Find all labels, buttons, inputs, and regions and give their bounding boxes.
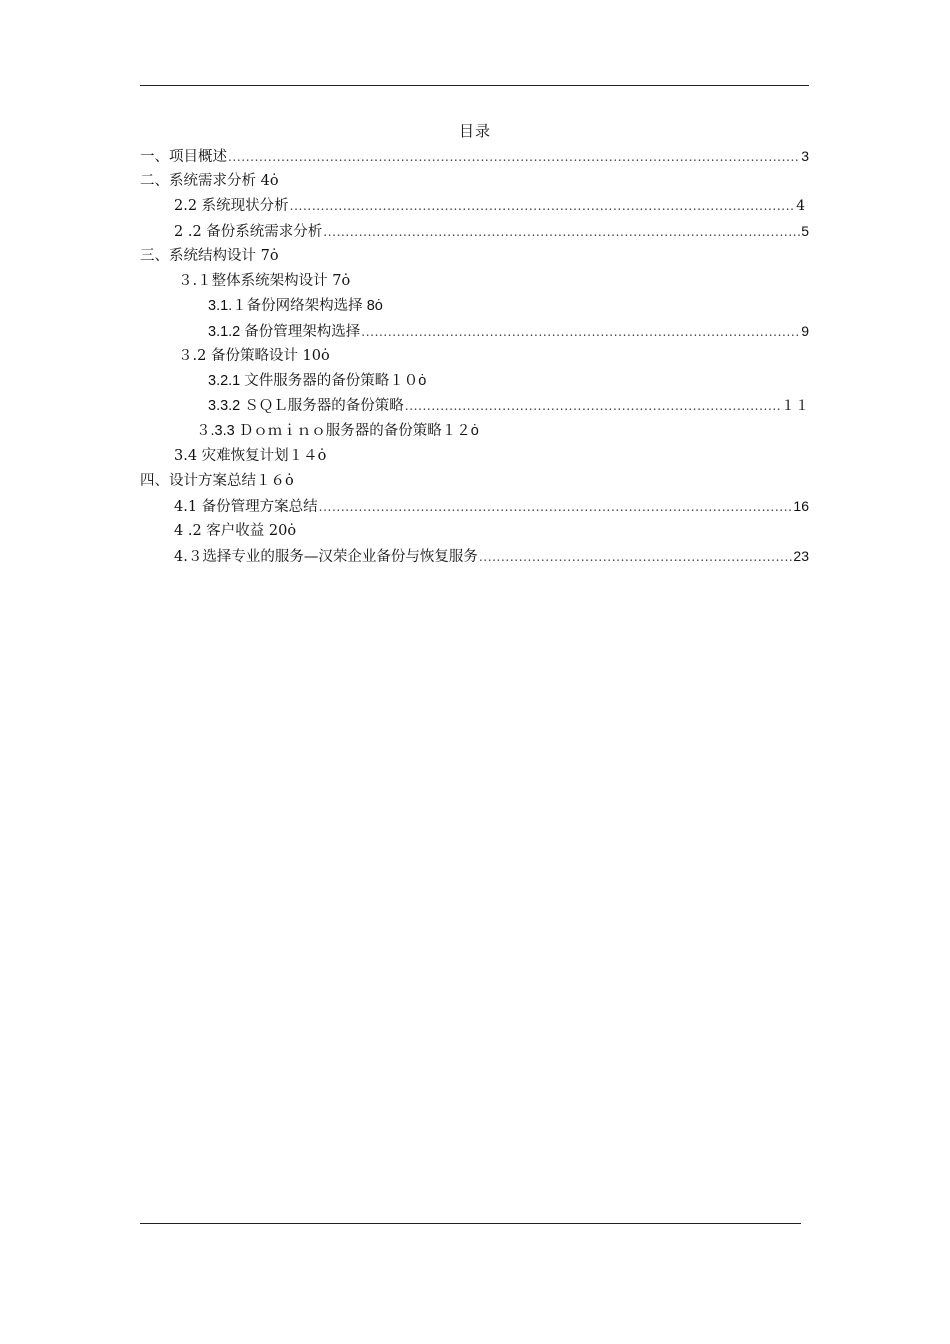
toc-entry-label: 3.4 灾难恢复计划１４ȯ <box>174 448 327 464</box>
toc-entry-page: 9 <box>801 323 809 339</box>
toc-entry[interactable] <box>140 519 809 544</box>
dot-leader <box>361 320 800 345</box>
dot-leader <box>228 145 800 170</box>
toc-entry[interactable] <box>140 194 809 219</box>
toc-entry[interactable] <box>140 144 809 169</box>
toc-entry-page: 4 <box>796 198 805 214</box>
toc-entry-page: １１ <box>781 398 809 414</box>
toc-entry-label: 二、系统需求分析 4ȯ <box>140 173 279 189</box>
toc-entry-label: ３.１整体系统架构设计 7ȯ <box>178 273 351 289</box>
toc-entry[interactable] <box>140 269 809 294</box>
toc-entry[interactable] <box>140 469 809 494</box>
footer-rule <box>140 1223 801 1224</box>
toc-entry[interactable] <box>140 294 809 319</box>
toc-entry[interactable] <box>140 419 809 444</box>
toc-entry[interactable] <box>140 344 809 369</box>
toc-entry-label: 3.1.１备份网络架构选择 8ȯ <box>208 298 383 314</box>
toc-entry-page: 5 <box>801 223 809 239</box>
toc-entry-label: 2 .2 备份系统需求分析 <box>174 224 323 240</box>
dot-leader <box>319 495 793 520</box>
toc-entry-label: 4.1 备份管理方案总结 <box>174 499 318 515</box>
dot-leader <box>323 220 800 245</box>
toc-entry[interactable] <box>140 169 809 194</box>
toc-entry-page: 23 <box>793 548 809 564</box>
toc-entry-label: ３.3.3 Ｄｏｍｉｎｏ服务器的备份策略１２ȯ <box>196 423 479 439</box>
toc-entry-label: 2.2 系统现状分析 <box>174 198 289 214</box>
toc-entry[interactable] <box>140 544 809 569</box>
toc-entry-label: 三、系统结构设计 7ȯ <box>140 248 279 264</box>
toc-entry-label: 3.2.1 文件服务器的备份策略１０ȯ <box>208 373 427 389</box>
table-of-contents <box>140 144 809 569</box>
toc-entry-page: 16 <box>793 498 809 514</box>
dot-leader <box>405 394 780 419</box>
toc-entry[interactable] <box>140 319 809 344</box>
toc-entry-page: 3 <box>801 148 809 164</box>
toc-entry-label: ３.2 备份策略设计 10ȯ <box>178 348 330 364</box>
toc-entry-label: 4.３选择专业的服务—汉荣企业备份与恢复服务 <box>174 549 478 565</box>
toc-entry[interactable] <box>140 494 809 519</box>
header-rule <box>140 85 809 86</box>
toc-entry-label: 3.1.2 备份管理架构选择 <box>208 324 361 340</box>
toc-entry-label: 四、设计方案总结１６ȯ <box>140 473 294 489</box>
toc-entry[interactable] <box>140 219 809 244</box>
toc-entry[interactable] <box>140 394 809 419</box>
toc-title: 目录 <box>458 122 491 140</box>
toc-entry[interactable] <box>140 444 809 469</box>
dot-leader <box>479 545 793 570</box>
toc-entry[interactable] <box>140 244 809 269</box>
toc-entry[interactable] <box>140 369 809 394</box>
toc-entry-label: 3.3.2 ＳＱＬ服务器的备份策略 <box>208 398 404 414</box>
dot-leader <box>290 194 795 219</box>
toc-entry-label: 4 .2 客户收益 20ȯ <box>174 523 297 539</box>
toc-entry-label: 一、项目概述 <box>140 149 227 165</box>
